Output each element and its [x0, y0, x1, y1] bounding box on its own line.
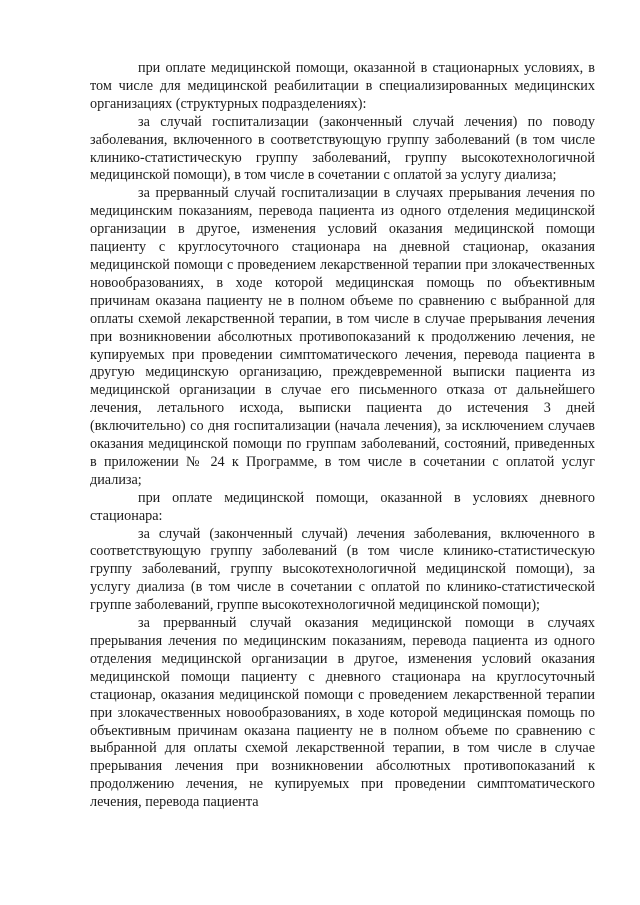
paragraph-hospitalization-case: за случай госпитализации (законченный случай лечения) по поводу заболевания, включенного в соответствующую группу заболеваний (в том числе клинико-статистическую группу заболеваний, группу высокотехнологичной медицинской помощи), в том числе в сочетании с оплатой за услугу диализа;: [90, 113, 595, 184]
paragraph-day-hospital-intro: при оплате медицинской помощи, оказанной в условиях дневного стационара:: [90, 489, 595, 524]
paragraph-interrupted-day-hospital: за прерванный случай оказания медицинской помощи в случаях прерывания лечения по медицинским показаниям, перевода пациента из одного отделения медицинской организации в другое, изменения условий оказания медицинской помощи пациенту с дневного стационара на круглосуточный стационар, оказания медицинской помощи с проведением лекарственной терапии при злокачественных новообразованиях, в ходе которой медицинская помощь по объективным причинам оказана пациенту не в полном объеме по сравнению с выбранной для оплаты схемой лекарственной терапии, в том числе в случае прерывания лечения при возникновении абсолютных противопоказаний к продолжению лечения, не купируемых при проведении симптоматического лечения, перевода пациента: [90, 615, 595, 811]
document-body: [90, 60, 595, 812]
paragraph-stationary-intro: при оплате медицинской помощи, оказанной в стационарных условиях, в том числе для медицинской реабилитации в специализированных медицинских организациях (структурных подразделениях):: [90, 60, 595, 112]
paragraph-day-hospital-case: за случай (законченный случай) лечения заболевания, включенного в соответствующую группу заболеваний (в том числе клинико-статистическую группу заболеваний, группу высокотехнологичной медицинской помощи), за услугу диализа (в том числе в сочетании с оплатой по клинико-статистической группе заболеваний, группе высокотехнологичной медицинской помощи);: [90, 525, 595, 614]
paragraph-interrupted-hospitalization: за прерванный случай госпитализации в случаях прерывания лечения по медицинским показаниям, перевода пациента из одного отделения медицинской организации в другое, изменения условий оказания медицинской помощи пациенту с круглосуточного стационара на дневной стационар, оказания медицинской помощи с проведением лекарственной терапии при злокачественных новообразованиях, в ходе которой медицинская помощь по объективным причинам оказана пациенту не в полном объеме по сравнению с выбранной для оплаты схемой лекарственной терапии, в том числе в случае прерывания лечения при возникновении абсолютных противопоказаний к продолжению лечения, не купируемых при проведении симптоматического лечения, перевода пациента в другую медицинскую организацию, преждевременной выписки пациента из медицинской организации в случае его письменного отказа от дальнейшего лечения, летального исхода, выписки пациента до истечения 3 дней (включительно) со дня госпитализации (начала лечения), за исключением случаев оказания медицинской помощи по группам заболеваний, состояний, приведенных в приложении № 24 к Программе, в том числе в сочетании с оплатой услуг диализа;: [90, 185, 595, 488]
